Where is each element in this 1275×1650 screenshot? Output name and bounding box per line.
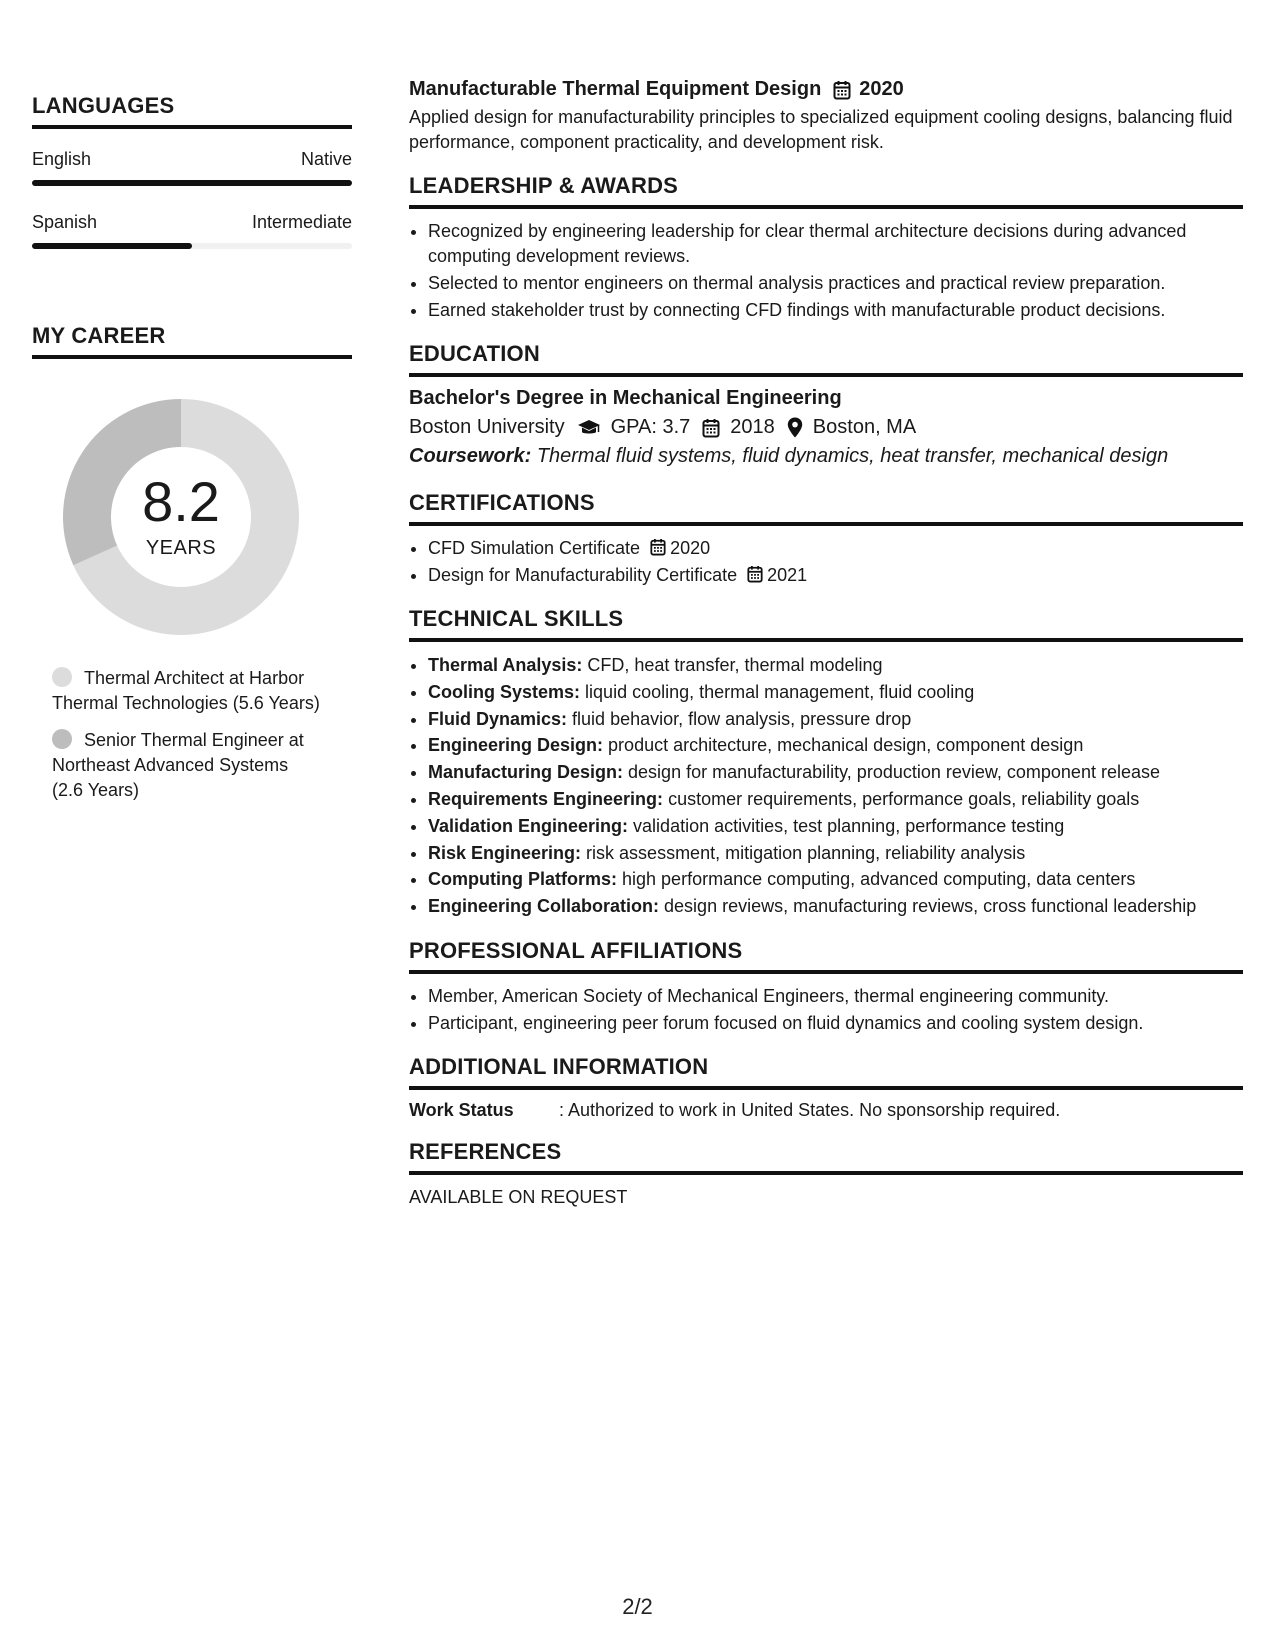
skill-values: design for manufacturability, production review, component release <box>628 762 1160 783</box>
legend-dot-icon <box>52 729 72 749</box>
project-entry <box>409 78 1243 155</box>
leadership-heading: LEADERSHIP & AWARDS <box>409 173 1243 209</box>
language-level: Intermediate <box>251 212 352 232</box>
skill-item <box>428 786 1243 813</box>
skill-item <box>428 840 1243 867</box>
skill-item <box>428 679 1243 706</box>
language-item-spanish <box>32 212 352 249</box>
certification-year: 2020 <box>670 538 711 558</box>
skills-heading: TECHNICAL SKILLS <box>409 606 1243 642</box>
certification-item <box>428 563 1243 588</box>
skill-category: Engineering Collaboration: <box>428 896 660 917</box>
coursework-value: Thermal fluid systems, fluid dynamics, heat transfer, mechanical design <box>536 445 1169 467</box>
skill-item <box>428 893 1243 920</box>
additional-section <box>409 1054 1243 1121</box>
project-title: Manufacturable Thermal Equipment Design <box>409 78 822 100</box>
career-total-years: 8.2 <box>142 470 220 533</box>
skill-values: risk assessment, mitigation planning, reliability analysis <box>586 842 1026 863</box>
affiliations-heading: PROFESSIONAL AFFILIATIONS <box>409 938 1243 974</box>
language-proficiency-bar <box>32 180 352 186</box>
languages-section <box>32 93 352 249</box>
language-level: Native <box>300 149 352 169</box>
education-school: Boston University <box>409 416 565 438</box>
list-item: • Member, American Society of Mechanical Engineers, thermal engineering community. <box>428 984 1243 1009</box>
skill-item <box>428 652 1243 679</box>
list-item: • Recognized by engineering leadership for clear thermal architecture decisions during advanced computing development reviews. <box>428 219 1243 269</box>
skill-category: Validation Engineering: <box>428 815 629 836</box>
skill-values: CFD, heat transfer, thermal modeling <box>587 655 883 675</box>
certifications-section <box>409 490 1243 588</box>
career-role-label: Senior Thermal Engineer at Northeast Advanced Systems (2.6 Years) <box>52 730 304 800</box>
references-section <box>409 1139 1243 1208</box>
calendar-icon <box>702 418 720 438</box>
career-heading: MY CAREER <box>32 323 352 359</box>
career-donut-chart <box>56 392 306 642</box>
language-proficiency-fill <box>32 180 352 186</box>
skill-values: fluid behavior, flow analysis, pressure drop <box>572 708 912 729</box>
certification-year: 2021 <box>767 565 808 585</box>
skills-section <box>409 606 1243 920</box>
calendar-icon <box>833 80 851 100</box>
career-legend-item <box>52 666 322 716</box>
list-item: • Earned stakeholder trust by connecting CFD findings with manufacturable product decisions. <box>428 298 1243 323</box>
right-column <box>409 78 1243 1208</box>
calendar-icon <box>747 565 763 583</box>
work-status-value: : Authorized to work in United States. No sponsorship required. <box>559 1099 1061 1120</box>
work-status-row <box>409 1100 1243 1121</box>
calendar-icon <box>650 538 666 556</box>
language-name: Spanish <box>32 212 98 232</box>
education-gpa: GPA: 3.7 <box>610 416 691 438</box>
certification-item <box>428 536 1243 561</box>
education-year: 2018 <box>730 416 775 438</box>
graduation-cap-icon <box>577 419 601 437</box>
language-item-english <box>32 149 352 186</box>
references-heading: REFERENCES <box>409 1139 1243 1175</box>
skill-category: Thermal Analysis: <box>428 655 583 675</box>
certifications-list <box>409 536 1243 588</box>
career-role-label: Thermal Architect at Harbor Thermal Technologies (5.6 Years) <box>52 668 320 713</box>
references-text: AVAILABLE ON REQUEST <box>409 1186 628 1207</box>
education-section <box>409 341 1243 468</box>
skill-item <box>428 866 1243 893</box>
education-location: Boston, MA <box>812 416 917 438</box>
list-item: • Selected to mentor engineers on thermal analysis practices and practical review preparation. <box>428 271 1243 296</box>
legend-dot-icon <box>52 667 72 687</box>
leadership-list <box>409 219 1243 323</box>
skill-category: Requirements Engineering: <box>428 788 664 809</box>
education-heading: EDUCATION <box>409 341 1243 377</box>
skill-item <box>428 732 1243 759</box>
education-coursework <box>409 445 1243 468</box>
skill-values: high performance computing, advanced computing, data centers <box>622 869 1136 890</box>
left-column <box>32 93 352 815</box>
skill-category: Manufacturing Design: <box>428 762 624 783</box>
skill-category: Cooling Systems: <box>428 681 581 702</box>
skill-item <box>428 759 1243 786</box>
language-name: English <box>32 149 92 169</box>
page-number: 2/2 <box>622 1594 653 1619</box>
skill-values: customer requirements, performance goals, reliability goals <box>668 788 1140 809</box>
certifications-heading: CERTIFICATIONS <box>409 490 1243 526</box>
map-pin-icon <box>787 417 803 438</box>
language-proficiency-fill <box>32 243 192 249</box>
work-status-label: Work Status <box>409 1099 514 1120</box>
skill-values: product architecture, mechanical design, component design <box>608 735 1084 756</box>
project-title-row <box>409 78 1243 101</box>
career-legend-item <box>52 728 322 803</box>
language-proficiency-bar <box>32 243 352 249</box>
project-year: 2020 <box>859 78 904 100</box>
certification-name: Design for Manufacturability Certificate <box>428 565 738 585</box>
skill-category: Computing Platforms: <box>428 869 617 890</box>
skill-item <box>428 813 1243 840</box>
leadership-section <box>409 173 1243 323</box>
skills-list <box>409 652 1243 920</box>
career-years-unit: YEARS <box>145 537 217 559</box>
career-section <box>32 323 352 803</box>
education-details <box>409 416 1243 439</box>
skill-category: Engineering Design: <box>428 735 604 756</box>
skill-values: validation activities, test planning, performance testing <box>633 815 1065 836</box>
skill-category: Risk Engineering: <box>428 842 582 863</box>
affiliations-list <box>409 984 1243 1036</box>
skill-values: liquid cooling, thermal management, fluid cooling <box>585 681 975 702</box>
affiliations-section <box>409 938 1243 1036</box>
career-legend <box>52 666 322 803</box>
certification-name: CFD Simulation Certificate <box>428 538 641 558</box>
education-degree: Bachelor's Degree in Mechanical Engineering <box>409 387 842 409</box>
skill-category: Fluid Dynamics: <box>428 708 568 729</box>
languages-heading: LANGUAGES <box>32 93 352 129</box>
skill-values: design reviews, manufacturing reviews, cross functional leadership <box>664 896 1197 917</box>
project-description: Applied design for manufacturability principles to specialized equipment cooling designs, balancing fluid performance, component practicality, and development risk. <box>409 107 1233 152</box>
list-item: • Participant, engineering peer forum focused on fluid dynamics and cooling system design. <box>428 1011 1243 1036</box>
coursework-label: Coursework: <box>409 445 532 467</box>
skill-item <box>428 706 1243 733</box>
additional-heading: ADDITIONAL INFORMATION <box>409 1054 1243 1090</box>
